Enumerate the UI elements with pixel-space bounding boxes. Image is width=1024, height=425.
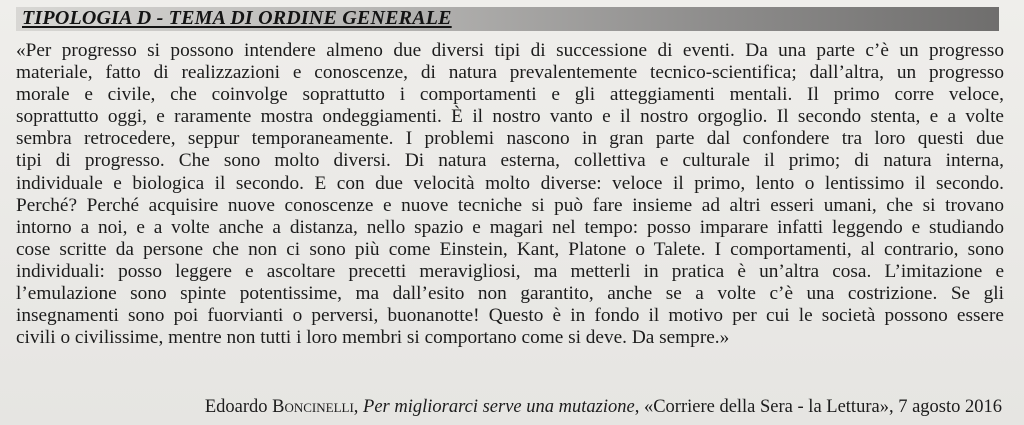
citation-separator: ,: [353, 397, 364, 417]
citation-work-title: Per migliorarci serve una mutazione: [363, 397, 635, 417]
quote-line: l’emulazione sono spinte potentissime, ma dall’esito non garantito, anche se a volte c’è una costrizione. Se gli: [16, 283, 1004, 305]
quote-line: Perché? Perché acquisire nuove conoscenze e nuove tecniche si può fare insieme ad altri esseri umani, che si trovano: [16, 194, 1004, 216]
quote-line: materiale, fatto di realizzazioni e conoscenze, di natura prevalentemente tecnico-scientifica; dall’altra, un progresso: [16, 62, 1004, 84]
quote-line: civili o civilissime, mentre non tutti i loro membri si comportano come si deve. Da sempre.»: [16, 327, 730, 349]
section-title: TIPOLOGIA D - TEMA DI ORDINE GENERALE: [22, 7, 452, 29]
quote-line: morale e civile, che coinvolge soprattutto i comportamenti e gli atteggiamenti mentali. Il primo corre veloce,: [16, 84, 1004, 106]
citation-author-first: Edoardo: [204, 397, 273, 417]
citation-separator: ,: [634, 397, 644, 417]
quote-line: soprattutto oggi, e raramente mostra ondeggiamenti. È il nostro vanto e il nostro orgoglio. Il secondo stenta, e a volte: [16, 106, 1004, 128]
quote-line: insegnamenti sono poi fuorvianti o perversi, buonanotte! Questo è in fondo il motivo per cui le società possono essere: [16, 305, 1004, 327]
citation-author-last: Boncinelli: [272, 397, 354, 417]
quote-line: intorno a noi, e a volte anche a distanza, nello spazio e magari nel tempo: posso imparare infatti leggendo e studiando: [16, 216, 1004, 238]
citation: [205, 396, 1002, 418]
quote-line: cose scritte da persone che non ci sono più come Einstein, Kant, Platone o Talete. I comportamenti, al contrario, sono: [16, 238, 1004, 260]
quote-text: [16, 40, 1004, 349]
quote-line: tipi di progresso. Che sono molto diversi. Di natura esterna, collettiva e culturale il primo; di natura interna,: [16, 150, 1004, 172]
quote-line: sembra retrocedere, seppur temporaneamente. I problemi nascono in gran parte dal confondere tra loro questi due: [16, 128, 1004, 150]
quote-line: «Per progresso si possono intendere almeno due diversi tipi di successione di eventi. Da una parte c’è un progresso: [16, 40, 1004, 61]
citation-source: «Corriere della Sera - la Lettura», 7 agosto 2016: [643, 397, 1002, 417]
quote-line: individuale e biologica il secondo. E con due velocità molto diverse: veloce il primo, lento o lentissimo il secondo.: [16, 172, 1004, 194]
quote-line: individuali: posso leggere e ascoltare precetti meravigliosi, ma metterli in pratica è un’altra cosa. L’imitazione e: [16, 260, 1004, 282]
